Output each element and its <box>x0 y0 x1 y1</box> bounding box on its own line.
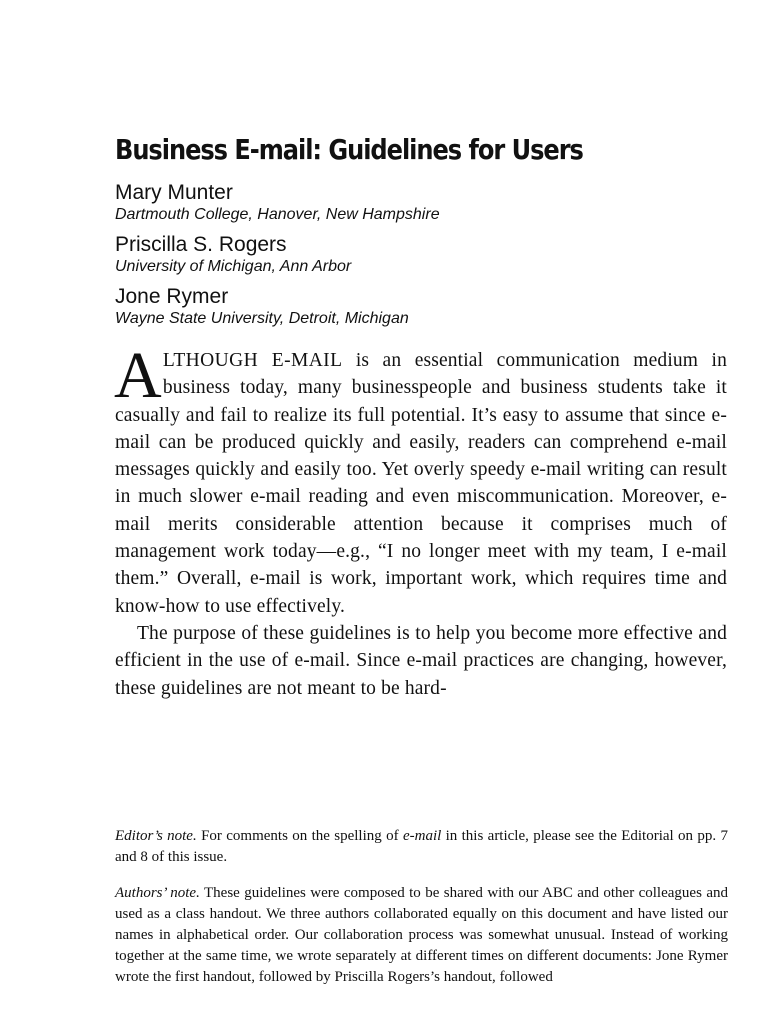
paragraph-text: is an essential communication medium in business today, many businesspeople and business students take it casually and fail to realize its full potential. It’s easy to assume that since e-mail can be produced quickly and easily, readers can comprehend e-mail messages quickly and easily too. Yet overly speedy e-mail writing can result in much slower e-mail reading and even miscommunication. Moreover, e-mail merits considerable attention because it comprises much of management work today—e.g., “I no longer meet with my team, I e-mail them.” Overall, e-mail is work, important work, which requires time and know-how to use effectively. <box>115 350 728 617</box>
body-paragraph <box>114 339 728 620</box>
drop-cap: A <box>114 339 162 412</box>
article-page <box>115 132 727 702</box>
author-affiliation: Wayne State University, Detroit, Michigan <box>115 310 409 327</box>
author-name: Priscilla S. Rogers <box>115 233 287 256</box>
author-name: Jone Rymer <box>115 285 229 308</box>
note-text: For comments on the spelling of <box>196 828 403 844</box>
article-title: Business E-mail: Guidelines for Users <box>115 133 583 166</box>
author-affiliation: Dartmouth College, Hanover, New Hampshire <box>115 206 440 223</box>
author-block <box>115 181 727 225</box>
author-affiliation: University of Michigan, Ann Arbor <box>115 258 352 275</box>
note-text: in this article, please see the Editorial on pp. 7 and 8 of this issue. <box>115 828 728 865</box>
body-paragraph: The purpose of these guidelines is to help you become more effective and efficient in the use of e-mail. Since e-mail practices are changing, however, these guidelines are not meant to be hard- <box>115 622 727 699</box>
note-label: Editor’s note. <box>115 828 197 844</box>
author-block <box>115 233 727 277</box>
article-body <box>114 339 728 702</box>
authors-note <box>115 883 728 988</box>
note-emphasis: e-mail <box>402 828 442 844</box>
author-name: Mary Munter <box>115 181 233 204</box>
note-text: These guidelines were composed to be shared with our ABC and other colleagues and used as a class handout. We three authors collaborated equally on this document and have listed our names in alphabetical order. Our collaboration process was somewhat unusual. Instead of working together at the same time, we wrote separately at different times on different documents: Jone Rymer wrote the first handout, followed by Priscilla Rogers’s handout, followed <box>115 885 728 985</box>
editor-note <box>115 826 728 868</box>
footnotes <box>115 826 728 1003</box>
author-block <box>115 285 727 329</box>
note-label: Authors’ note. <box>115 885 200 901</box>
lead-in-text: LTHOUGH E-MAIL <box>162 350 343 371</box>
